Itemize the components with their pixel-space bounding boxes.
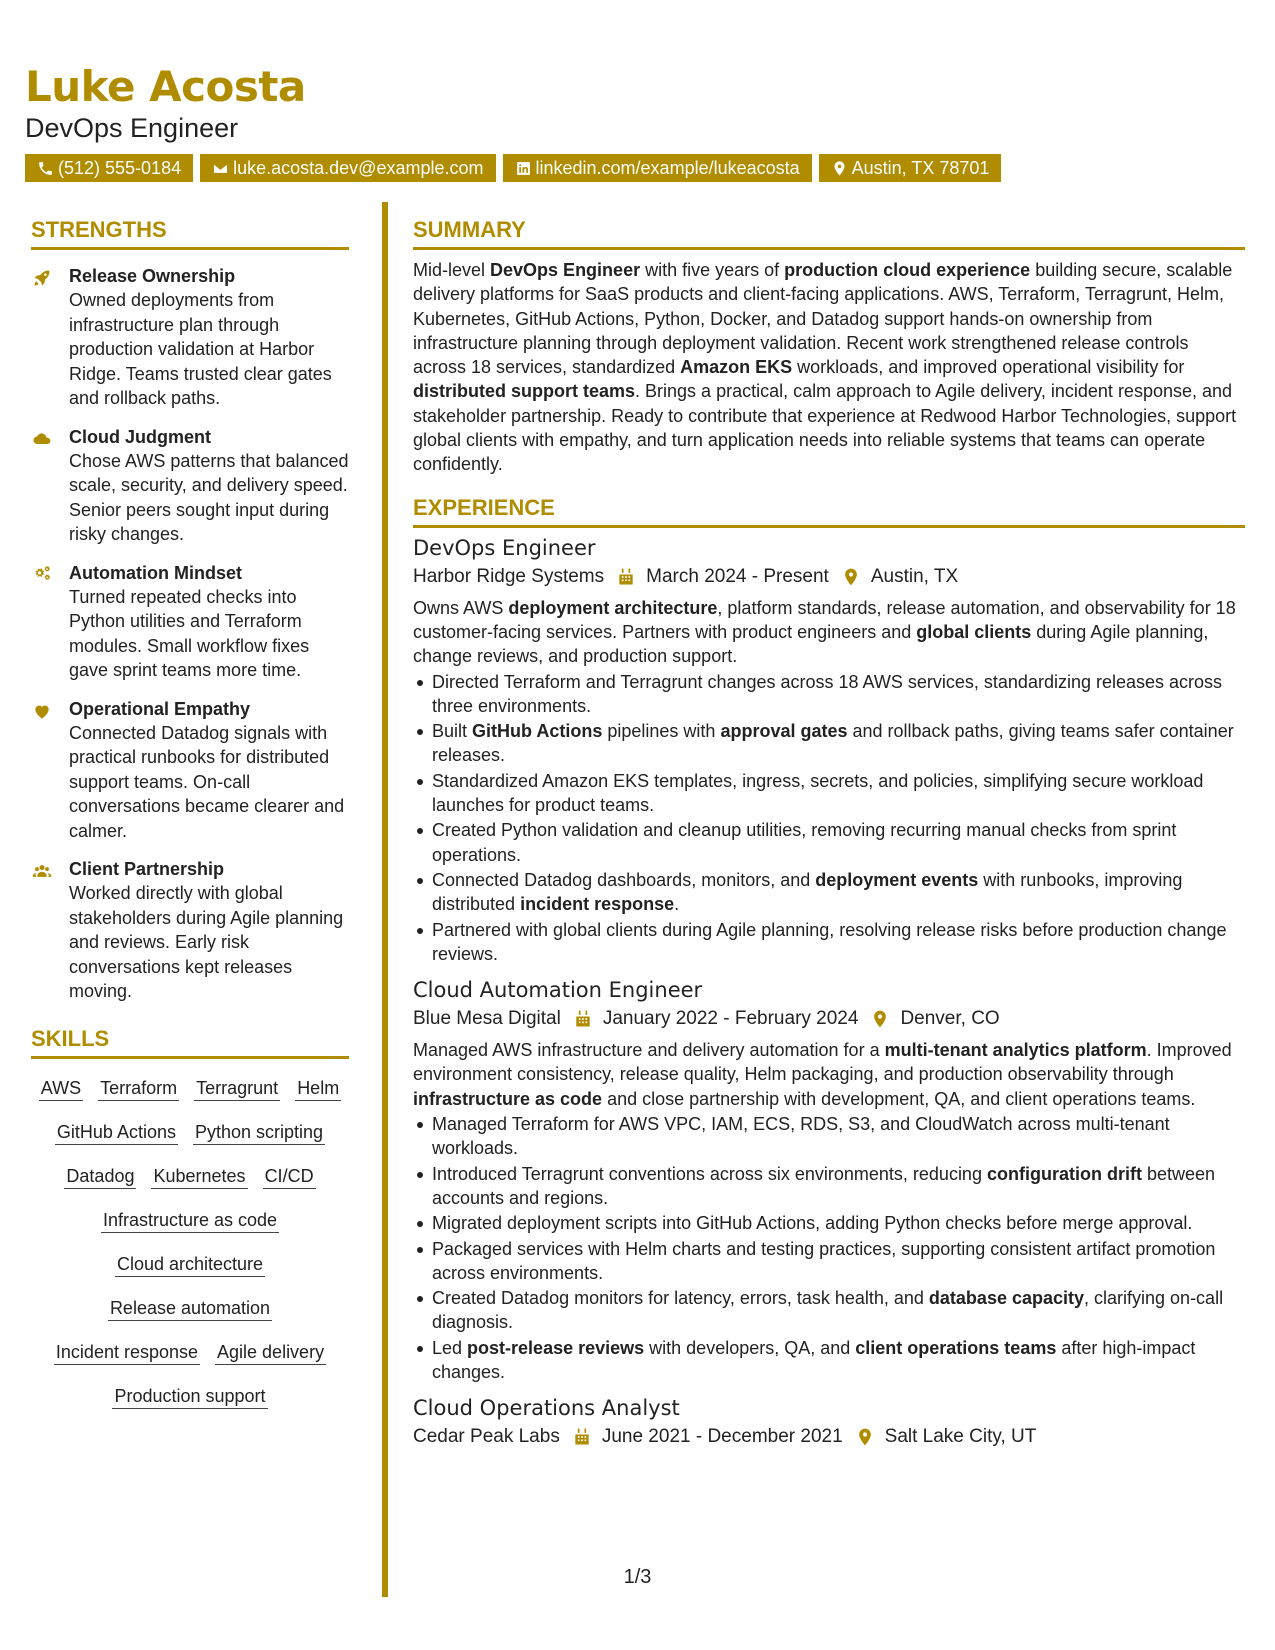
text-segment: during Agile planning, change reviews, and production support. xyxy=(413,621,1209,667)
skill-tag: Release automation xyxy=(108,1296,272,1321)
skill-tag: Agile delivery xyxy=(215,1340,326,1365)
strengths-heading: STRENGTHS xyxy=(31,215,349,250)
job-title: Cloud Operations Analyst xyxy=(413,1396,680,1421)
text-segment: Standardized Amazon EKS templates, ingress, secrets, and policies, simplifying secure workload launches for product teams. xyxy=(432,770,1204,816)
text-segment: . Improved environment consistency, release quality, Helm packaging, and production observability through xyxy=(413,1040,1232,1085)
emphasis-text: DevOps Engineer xyxy=(490,260,641,280)
job-bullet xyxy=(413,1286,1245,1335)
job-location: Austin, TX xyxy=(870,565,959,587)
strength-title: Operational Empathy xyxy=(69,698,251,719)
text-segment: with five years of xyxy=(640,260,785,280)
skill-row xyxy=(31,1340,349,1365)
emphasis-text: Amazon EKS xyxy=(680,357,793,378)
map-pin-icon xyxy=(870,1009,890,1029)
skill-tag: Kubernetes xyxy=(151,1164,247,1189)
page-number: 1/3 xyxy=(623,1566,652,1588)
strength-text: Owned deployments from infrastructure plan through production validation at Harbor Ridge. Teams trusted clear gates and rollback paths. xyxy=(69,290,332,408)
strength-body xyxy=(69,857,349,1004)
skill-tag: Infrastructure as code xyxy=(101,1208,279,1233)
contact-text: luke.acosta.dev@example.com xyxy=(233,158,484,178)
job-bullet xyxy=(413,670,1245,719)
text-segment: Managed Terraform for AWS VPC, IAM, ECS, RDS, S3, and CloudWatch across multi-tenant workloads. xyxy=(432,1114,1170,1159)
skill-tag: Datadog xyxy=(64,1164,136,1189)
emphasis-text: database capacity xyxy=(928,1288,1085,1309)
emphasis-text: deployment architecture xyxy=(508,597,718,618)
text-segment: with runbooks, improving distributed xyxy=(432,869,1183,915)
text-segment: Created Datadog monitors for latency, errors, task health, and xyxy=(432,1288,929,1309)
strength-text: Chose AWS patterns that balanced scale, security, and delivery speed. Senior peers sought input during risky changes. xyxy=(69,450,349,544)
skill-tag: AWS xyxy=(39,1076,83,1101)
job-meta xyxy=(413,562,1245,592)
text-segment: . xyxy=(674,894,680,915)
skill-tag: Incident response xyxy=(54,1340,200,1365)
job-description xyxy=(413,1038,1245,1111)
text-segment: and close partnership with development, QA, and client operations teams. xyxy=(602,1088,1196,1109)
skill-row xyxy=(31,1164,349,1189)
emphasis-text: distributed support teams xyxy=(413,381,636,402)
job-entry xyxy=(413,534,1245,966)
job-bullet xyxy=(413,818,1245,867)
linkedin-icon xyxy=(515,160,532,177)
skill-tag: CI/CD xyxy=(263,1164,316,1189)
summary-text xyxy=(413,258,1245,477)
text-segment: with developers, QA, and xyxy=(644,1337,856,1358)
job-bullet xyxy=(413,769,1245,818)
text-segment: Directed Terraform and Terragrunt changes across 18 AWS services, standardizing releases across three environments. xyxy=(432,671,1223,716)
job-dates: March 2024 - Present xyxy=(646,565,829,587)
resume-header xyxy=(25,62,1255,182)
skills-list xyxy=(31,1076,349,1409)
job-bullet xyxy=(413,1112,1245,1161)
job-description xyxy=(413,596,1245,669)
strength-item xyxy=(31,857,349,1004)
skill-tag: Terraform xyxy=(98,1076,179,1101)
map-pin-icon xyxy=(855,1427,875,1447)
job-entry xyxy=(413,1394,1245,1452)
skill-row xyxy=(31,1120,349,1145)
job-dates: June 2021 - December 2021 xyxy=(601,1426,843,1448)
job-entry xyxy=(413,976,1245,1384)
text-segment: Mid-level xyxy=(413,260,491,280)
summary-heading: SUMMARY xyxy=(413,215,1245,250)
location-pin-icon xyxy=(831,160,848,177)
heart-icon xyxy=(31,701,53,721)
emphasis-text: approval gates xyxy=(720,721,848,742)
job-title: DevOps Engineer xyxy=(413,535,596,560)
text-segment: Connected Datadog dashboards, monitors, and xyxy=(432,869,816,890)
emphasis-text: global clients xyxy=(916,621,1032,642)
job-company: Blue Mesa Digital xyxy=(413,1008,561,1030)
text-segment: between accounts and regions. xyxy=(432,1163,1216,1208)
job-bullet xyxy=(413,868,1245,917)
calendar-icon xyxy=(572,1427,592,1447)
emphasis-text: incident response xyxy=(520,894,675,915)
strength-body xyxy=(69,697,349,844)
strengths-list xyxy=(31,264,349,1004)
contact-text: (512) 555-0184 xyxy=(58,158,182,178)
right-column xyxy=(413,215,1245,1456)
text-segment: Created Python validation and cleanup utilities, removing recurring manual checks from sprint operations. xyxy=(432,820,1177,865)
emphasis-text: client operations teams xyxy=(855,1337,1057,1358)
skill-row xyxy=(31,1384,349,1409)
skills-heading: SKILLS xyxy=(31,1024,349,1059)
rocket-icon xyxy=(31,268,53,288)
candidate-name: Luke Acosta xyxy=(25,62,306,111)
strength-icon-wrap xyxy=(31,561,69,683)
strength-icon-wrap xyxy=(31,264,69,411)
job-bullet xyxy=(413,1211,1245,1235)
emphasis-text: multi-tenant analytics platform xyxy=(884,1040,1147,1061)
job-company: Harbor Ridge Systems xyxy=(413,565,605,587)
strength-text: Worked directly with global stakeholders during Agile planning and reviews. Early risk conversations kept releases moving. xyxy=(69,883,344,1001)
strength-body xyxy=(69,264,349,411)
skill-tag: Cloud architecture xyxy=(115,1252,265,1277)
text-segment: workloads, and improved operational visibility for xyxy=(792,357,1185,378)
contact-envelope[interactable] xyxy=(200,154,495,182)
job-title: Cloud Automation Engineer xyxy=(413,978,703,1003)
job-bullet xyxy=(413,1162,1245,1211)
skill-tag: Terragrunt xyxy=(194,1076,280,1101)
job-dates: January 2022 - February 2024 xyxy=(602,1008,859,1030)
strength-text: Connected Datadog signals with practical runbooks for distributed support teams. On-call conversations became clearer and calmer. xyxy=(69,722,345,841)
job-location: Denver, CO xyxy=(900,1008,1000,1030)
job-meta xyxy=(413,1422,1245,1452)
strength-title: Cloud Judgment xyxy=(69,426,211,447)
job-bullet xyxy=(413,1336,1245,1385)
gears-icon xyxy=(31,565,53,585)
skill-row xyxy=(31,1296,349,1321)
strength-icon-wrap xyxy=(31,857,69,1004)
experience-heading: EXPERIENCE xyxy=(413,493,1245,528)
contact-text: linkedin.com/example/lukeacosta xyxy=(535,158,800,178)
map-pin-icon xyxy=(841,567,861,587)
text-segment: Led xyxy=(432,1337,468,1358)
text-segment: Managed AWS infrastructure and delivery automation for a xyxy=(413,1040,885,1061)
contact-linkedin[interactable] xyxy=(503,154,812,182)
strength-icon-wrap xyxy=(31,425,69,547)
skill-tag: Python scripting xyxy=(193,1120,325,1145)
skill-row xyxy=(31,1208,349,1233)
text-segment: building secure, scalable delivery platforms for SaaS products and client-facing applications. AWS, Terraform, Terragrunt, Helm, Kubernetes, GitHub Actions, Python, Docker, and Datadog support hands-on ownership from infrastructure planning through deployment validation. Recent work strengthened release controls across 18 services, standardized xyxy=(413,260,1233,378)
text-segment: Owns AWS xyxy=(413,597,509,618)
cloud-icon xyxy=(31,429,53,449)
emphasis-text: deployment events xyxy=(815,869,979,890)
strength-item xyxy=(31,425,349,547)
text-segment: , clarifying on-call diagnosis. xyxy=(432,1288,1224,1333)
calendar-icon xyxy=(573,1009,593,1029)
job-bullets xyxy=(413,670,1245,967)
contact-text: Austin, TX 78701 xyxy=(851,158,990,178)
contact-bar xyxy=(25,154,1255,182)
strength-item xyxy=(31,561,349,683)
envelope-icon xyxy=(212,160,229,177)
calendar-icon xyxy=(616,567,636,587)
text-segment: Packaged services with Helm charts and testing practices, supporting consistent artifact promotion across environments. xyxy=(432,1238,1216,1283)
job-bullets xyxy=(413,1112,1245,1384)
text-segment: , platform standards, release automation, and observability for 18 customer-facing services. Partners with product engineers and xyxy=(413,597,1236,642)
strength-text: Turned repeated checks into Python utilities and Terraform modules. Small workflow fixes gave sprint teams more time. xyxy=(69,586,310,680)
text-segment: Built xyxy=(432,721,473,742)
text-segment: . Brings a practical, calm approach to Agile delivery, incident response, and stakeholder partnership. Ready to contribute that experience at Redwood Harbor Technologies, support global clients with empathy, and turn application needs into reliable systems that teams can operate confidently. xyxy=(413,381,1237,475)
text-segment: and rollback paths, giving teams safer container releases. xyxy=(432,721,1234,766)
job-meta xyxy=(413,1004,1245,1034)
phone-icon xyxy=(37,160,54,177)
strength-title: Release Ownership xyxy=(69,266,236,286)
strength-title: Automation Mindset xyxy=(69,562,242,583)
strength-body xyxy=(69,561,349,683)
text-segment: pipelines with xyxy=(602,721,721,742)
contact-location-pin[interactable] xyxy=(819,154,1002,182)
job-bullet xyxy=(413,918,1245,967)
text-segment: Partnered with global clients during Agile planning, resolving release risks before production change reviews. xyxy=(432,919,1227,964)
job-bullet xyxy=(413,1237,1245,1286)
experience-list xyxy=(413,534,1245,1453)
skill-tag: Production support xyxy=(112,1384,267,1409)
emphasis-text: post-release reviews xyxy=(467,1337,645,1358)
skill-tag: GitHub Actions xyxy=(55,1120,178,1145)
job-company: Cedar Peak Labs xyxy=(413,1426,560,1448)
emphasis-text: production cloud experience xyxy=(784,260,1031,280)
strength-item xyxy=(31,697,349,844)
strength-icon-wrap xyxy=(31,697,69,844)
text-segment: after high-impact changes. xyxy=(432,1337,1196,1382)
skill-row xyxy=(31,1252,349,1277)
skill-row xyxy=(31,1076,349,1101)
text-segment: Introduced Terragrunt conventions across six environments, reducing xyxy=(432,1163,987,1184)
left-column xyxy=(31,215,349,1428)
emphasis-text: infrastructure as code xyxy=(413,1088,603,1109)
users-icon xyxy=(31,861,53,881)
strength-item xyxy=(31,264,349,411)
strength-title: Client Partnership xyxy=(69,859,225,879)
strength-body xyxy=(69,425,349,547)
skill-tag: Helm xyxy=(295,1076,341,1101)
text-segment: Migrated deployment scripts into GitHub Actions, adding Python checks before merge approval. xyxy=(432,1213,1193,1234)
job-bullet xyxy=(413,719,1245,768)
contact-phone[interactable] xyxy=(25,154,193,182)
job-location: Salt Lake City, UT xyxy=(884,1426,1037,1448)
column-divider xyxy=(382,202,388,1597)
emphasis-text: GitHub Actions xyxy=(472,721,603,742)
candidate-title: DevOps Engineer xyxy=(25,113,239,143)
emphasis-text: configuration drift xyxy=(986,1163,1142,1184)
